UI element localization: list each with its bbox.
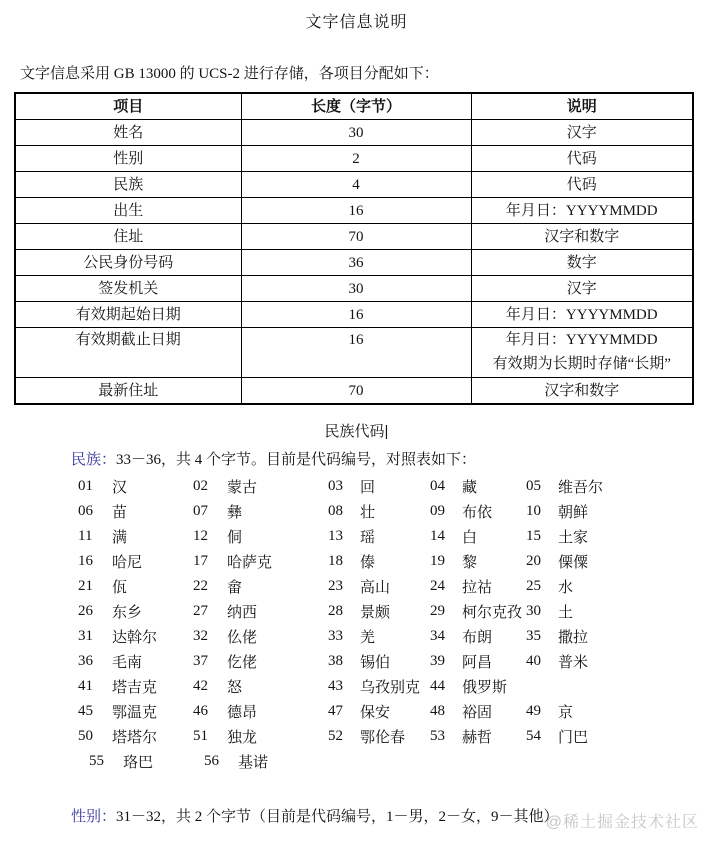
- ethnic-code: 05: [526, 478, 541, 494]
- ethnic-label: 民族：: [71, 452, 117, 468]
- ethnic-code: 06: [78, 503, 93, 519]
- ethnic-code: 23: [328, 578, 343, 594]
- description-line: 汉字和数字: [544, 228, 620, 245]
- ethnic-name: 高山: [360, 580, 391, 596]
- code-row: [78, 749, 713, 774]
- ethnic-name: 独龙: [227, 730, 258, 746]
- ethnic-code: 43: [328, 678, 343, 694]
- header-length: 长度（字节）: [241, 93, 471, 120]
- ethnic-name: 土: [558, 605, 574, 621]
- ethnic-name: 羌: [360, 630, 376, 646]
- field-spec-table: [14, 92, 694, 405]
- ethnic-code: 37: [193, 653, 208, 669]
- ethnic-code: 51: [193, 728, 208, 744]
- table-row: [15, 224, 693, 250]
- ethnic-name: 黎: [462, 555, 478, 571]
- ethnic-code: 28: [328, 603, 343, 619]
- ethnic-name: 傣: [360, 555, 376, 571]
- ethnic-name: 布朗: [462, 630, 493, 646]
- ethnic-code: 56: [204, 753, 219, 769]
- ethnic-name: 侗: [227, 530, 243, 546]
- intro-paragraph: 文字信息采用 GB 13000 的 UCS-2 进行存储，各项目分配如下：: [20, 66, 439, 82]
- description-line: 年月日：YYYYMMDD: [505, 332, 658, 348]
- description-line: 汉字: [566, 124, 597, 141]
- ethnic-code: 01: [78, 478, 93, 494]
- ethnic-code: 15: [526, 528, 541, 544]
- ethnic-code: 50: [78, 728, 93, 744]
- ethnic-code: 54: [526, 728, 541, 744]
- ethnic-code: 38: [328, 653, 343, 669]
- cell-length: 16: [241, 302, 471, 328]
- cell-item: 有效期起始日期: [15, 302, 241, 328]
- table-row: [15, 172, 693, 198]
- ethnic-name: 苗: [112, 505, 128, 521]
- page-title: 文字信息说明: [305, 14, 408, 31]
- ethnic-code: 48: [430, 703, 445, 719]
- ethnic-name: 裕固: [462, 705, 493, 721]
- table-row: [15, 146, 693, 172]
- ethnic-code: 14: [430, 528, 445, 544]
- table-row: [15, 378, 693, 405]
- ethnic-name: 柯尔克孜: [462, 605, 523, 621]
- ethnic-name: 俄罗斯: [462, 680, 508, 696]
- ethnic-name: 瑶: [360, 530, 376, 546]
- ethnic-code: 47: [328, 703, 343, 719]
- ethnic-code: 13: [328, 528, 343, 544]
- cell-item: 签发机关: [15, 276, 241, 302]
- ethnic-name: 塔吉克: [112, 680, 158, 696]
- ethnic-name: 哈尼: [112, 555, 143, 571]
- cell-length: 2: [241, 146, 471, 172]
- ethnic-code: 20: [526, 553, 541, 569]
- ethnic-code: 55: [89, 753, 104, 769]
- ethnic-name: 鄂伦春: [360, 730, 406, 746]
- ethnic-code: 42: [193, 678, 208, 694]
- cell-length: 16: [241, 198, 471, 224]
- cell-description: [471, 172, 693, 198]
- cell-length: 70: [241, 224, 471, 250]
- cell-item: 住址: [15, 224, 241, 250]
- ethnic-name: 锡伯: [360, 655, 391, 671]
- ethnic-code: 35: [526, 628, 541, 644]
- ethnic-code: 08: [328, 503, 343, 519]
- ethnic-name: 怒: [227, 680, 243, 696]
- cell-length: 70: [241, 378, 471, 405]
- ethnic-name: 仡佬: [227, 655, 258, 671]
- table-row: [15, 276, 693, 302]
- cell-description: [471, 120, 693, 146]
- ethnic-code: 52: [328, 728, 343, 744]
- ethnic-name: 彝: [227, 505, 243, 521]
- cell-length: 36: [241, 250, 471, 276]
- ethnic-code: 25: [526, 578, 541, 594]
- ethnic-code: 11: [78, 528, 93, 544]
- cell-item: 最新住址: [15, 378, 241, 405]
- ethnic-code: 02: [193, 478, 208, 494]
- ethnic-name: 塔塔尔: [112, 730, 158, 746]
- ethnic-code: 39: [430, 653, 445, 669]
- code-row: [78, 624, 713, 649]
- cell-length: 30: [241, 120, 471, 146]
- table-row: [15, 302, 693, 328]
- cell-item: 民族: [15, 172, 241, 198]
- code-row: [78, 599, 713, 624]
- ethnic-name: 珞巴: [123, 755, 154, 771]
- table-row: [15, 328, 693, 378]
- ethnic-name: 白: [462, 530, 478, 546]
- cell-description: [471, 276, 693, 302]
- ethnic-name: 门巴: [558, 730, 589, 746]
- ethnic-code: 16: [78, 553, 93, 569]
- ethnic-code: 31: [78, 628, 93, 644]
- ethnic-name: 仫佬: [227, 630, 258, 646]
- description-line: 汉字和数字: [544, 382, 620, 399]
- ethnic-code-heading-line: [0, 420, 713, 441]
- ethnic-name: 撒拉: [558, 630, 589, 646]
- ethnic-code: 21: [78, 578, 93, 594]
- ethnic-code: 32: [193, 628, 208, 644]
- ethnic-name: 维吾尔: [558, 480, 604, 496]
- description-line: 代码: [566, 176, 597, 193]
- ethnic-code: 49: [526, 703, 541, 719]
- ethnic-name: 拉祜: [462, 580, 493, 596]
- ethnic-name: 德昂: [227, 705, 258, 721]
- ethnic-name: 哈萨克: [227, 555, 273, 571]
- cell-item: 公民身份号码: [15, 250, 241, 276]
- cell-length: 30: [241, 276, 471, 302]
- ethnic-code: 41: [78, 678, 93, 694]
- ethnic-name: 纳西: [227, 605, 258, 621]
- header-description: 说明: [471, 93, 693, 120]
- ethnic-name: 佤: [112, 580, 128, 596]
- cell-description: [471, 250, 693, 276]
- code-row: [78, 649, 713, 674]
- description-line: 年月日：YYYYMMDD: [505, 306, 658, 323]
- ethnic-code: 46: [193, 703, 208, 719]
- code-row: [78, 549, 713, 574]
- ethnic-code: 26: [78, 603, 93, 619]
- ethnic-name: 畲: [227, 580, 243, 596]
- ethnic-code: 10: [526, 503, 541, 519]
- table-row: [15, 250, 693, 276]
- ethnic-name: 毛南: [112, 655, 143, 671]
- ethnic-name: 土家: [558, 530, 589, 546]
- cell-description: [471, 146, 693, 172]
- cell-item: 有效期截止日期: [15, 328, 241, 378]
- cell-length: 4: [241, 172, 471, 198]
- ethnic-code: 03: [328, 478, 343, 494]
- ethnic-name: 阿昌: [462, 655, 493, 671]
- table-header-row: [15, 93, 693, 120]
- description-line: 年月日：YYYYMMDD: [505, 202, 658, 219]
- ethnic-code: 17: [193, 553, 208, 569]
- table-row: [15, 198, 693, 224]
- ethnic-code: 44: [430, 678, 445, 694]
- ethnic-code: 19: [430, 553, 445, 569]
- description-line: 汉字: [566, 280, 597, 297]
- cell-description: [471, 224, 693, 250]
- ethnic-code: 29: [430, 603, 445, 619]
- ethnic-code: 18: [328, 553, 343, 569]
- ethnic-code-list: [78, 474, 713, 774]
- ethnic-code: 12: [193, 528, 208, 544]
- gender-label: 性别：: [71, 809, 117, 825]
- ethnic-code: 30: [526, 603, 541, 619]
- ethnic-code: 40: [526, 653, 541, 669]
- ethnic-name: 满: [112, 530, 128, 546]
- ethnic-name: 汉: [112, 480, 128, 496]
- ethnic-name: 傈僳: [558, 555, 589, 571]
- code-row: [78, 674, 713, 699]
- section-heading: 民族代码: [324, 424, 385, 440]
- description-line: 代码: [566, 150, 597, 167]
- ethnic-name: 京: [558, 705, 574, 721]
- ethnic-name: 乌孜别克: [360, 680, 421, 696]
- cell-description: [471, 328, 693, 378]
- ethnic-code: 24: [430, 578, 445, 594]
- ethnic-name: 藏: [462, 480, 478, 496]
- ethnic-code: 22: [193, 578, 208, 594]
- spec-table-body: [15, 120, 693, 405]
- ethnic-name: 蒙古: [227, 480, 258, 496]
- ethnic-name: 壮: [360, 505, 376, 521]
- ethnic-code: 07: [193, 503, 208, 519]
- ethnic-name: 鄂温克: [112, 705, 158, 721]
- ethnic-code: 45: [78, 703, 93, 719]
- cell-description: [471, 378, 693, 405]
- ethnic-code: 09: [430, 503, 445, 519]
- ethnic-name: 朝鲜: [558, 505, 589, 521]
- code-row: [78, 474, 713, 499]
- code-row: [78, 699, 713, 724]
- cell-length: 16: [241, 328, 471, 378]
- text-cursor: |: [384, 423, 389, 440]
- cell-item: 姓名: [15, 120, 241, 146]
- ethnic-code: 27: [193, 603, 208, 619]
- cell-item: 性别: [15, 146, 241, 172]
- ethnic-code: 04: [430, 478, 445, 494]
- ethnic-name: 基诺: [238, 755, 269, 771]
- header-item: 项目: [15, 93, 241, 120]
- ethnic-name: 保安: [360, 705, 391, 721]
- ethnic-code: 36: [78, 653, 93, 669]
- code-row: [78, 499, 713, 524]
- code-row: [78, 724, 713, 749]
- description-line-2: 有效期为长期时存储“长期”: [492, 356, 671, 372]
- ethnic-intro-line: [71, 448, 713, 469]
- gender-text: 31－32，共 2 个字节（目前是代码编号，1－男，2－女，9－其他）: [116, 809, 559, 825]
- table-row: [15, 120, 693, 146]
- ethnic-name: 景颇: [360, 605, 391, 621]
- ethnic-code: 33: [328, 628, 343, 644]
- ethnic-name: 达斡尔: [112, 630, 158, 646]
- cell-description: [471, 198, 693, 224]
- ethnic-name: 普米: [558, 655, 589, 671]
- code-row: [78, 574, 713, 599]
- cell-description: [471, 302, 693, 328]
- code-row: [78, 524, 713, 549]
- cell-item: 出生: [15, 198, 241, 224]
- description-line: 数字: [566, 254, 597, 271]
- ethnic-name: 布依: [462, 505, 493, 521]
- ethnic-intro-text: 33－36，共 4 个字节。目前是代码编号，对照表如下：: [116, 452, 477, 468]
- ethnic-name: 赫哲: [462, 730, 493, 746]
- ethnic-name: 东乡: [112, 605, 143, 621]
- ethnic-code: 34: [430, 628, 445, 644]
- ethnic-name: 水: [558, 580, 574, 596]
- ethnic-code: 53: [430, 728, 445, 744]
- watermark: @稀土掘金技术社区: [545, 814, 699, 831]
- ethnic-name: 回: [360, 480, 376, 496]
